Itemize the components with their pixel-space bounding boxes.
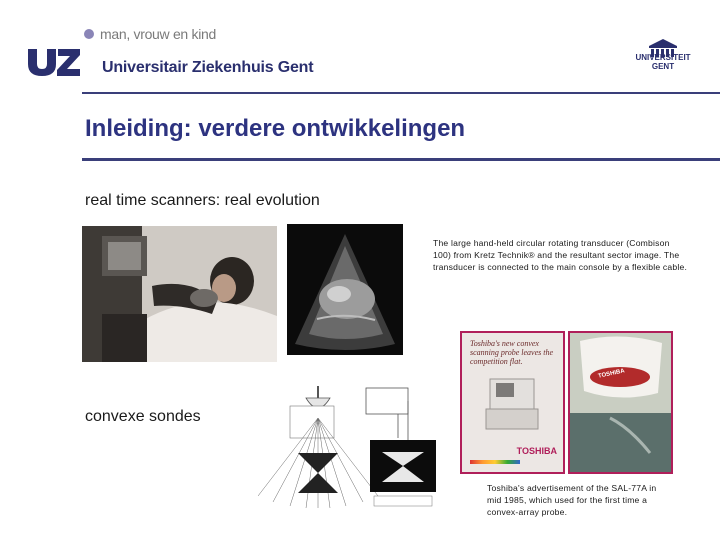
patient-scan-photo [82,226,277,362]
header-divider [82,92,720,94]
ad-color-stripe [470,460,520,464]
ad-headline: Toshiba's new convex scanning probe leaves the competition flat. [470,339,554,366]
tagline-text: man, vrouw en kind [100,26,216,42]
ad-brand: TOSHIBA [516,446,557,456]
university-line2: GENT [651,62,675,71]
convex-array-diagram [258,378,440,508]
slide-subtitle: real time scanners: real evolution [85,192,320,209]
title-divider [82,158,720,161]
caption-rotating-transducer: The large hand-held circular rotating transducer (Combison 100) from Kretz Technik® and the resultant sector image. The transducer is connected to the main console by a flexible cable. [433,238,688,272]
university-line1: UNIVERSITEIT [635,53,691,62]
toshiba-advertisement [460,331,565,474]
sector-image [287,224,403,355]
probe-label: TOSHIBA [597,368,626,380]
ad-device-illustration [482,373,542,433]
tagline [84,26,216,42]
tagline-dot-icon [84,29,94,39]
slide-title: Inleiding: verdere ontwikkelingen [85,115,466,142]
university-name [628,53,698,71]
hospital-name: Universitair Ziekenhuis Gent [102,59,314,76]
caption-toshiba-ad: Toshiba's advertisement of the SAL-77A in mid 1985, which used for the first time a convex-array probe. [487,483,657,517]
convex-probe-photo [568,331,673,474]
uz-logo [26,47,82,77]
probe-illustration [570,333,671,472]
section-convex-probes: convexe sondes [85,408,201,425]
